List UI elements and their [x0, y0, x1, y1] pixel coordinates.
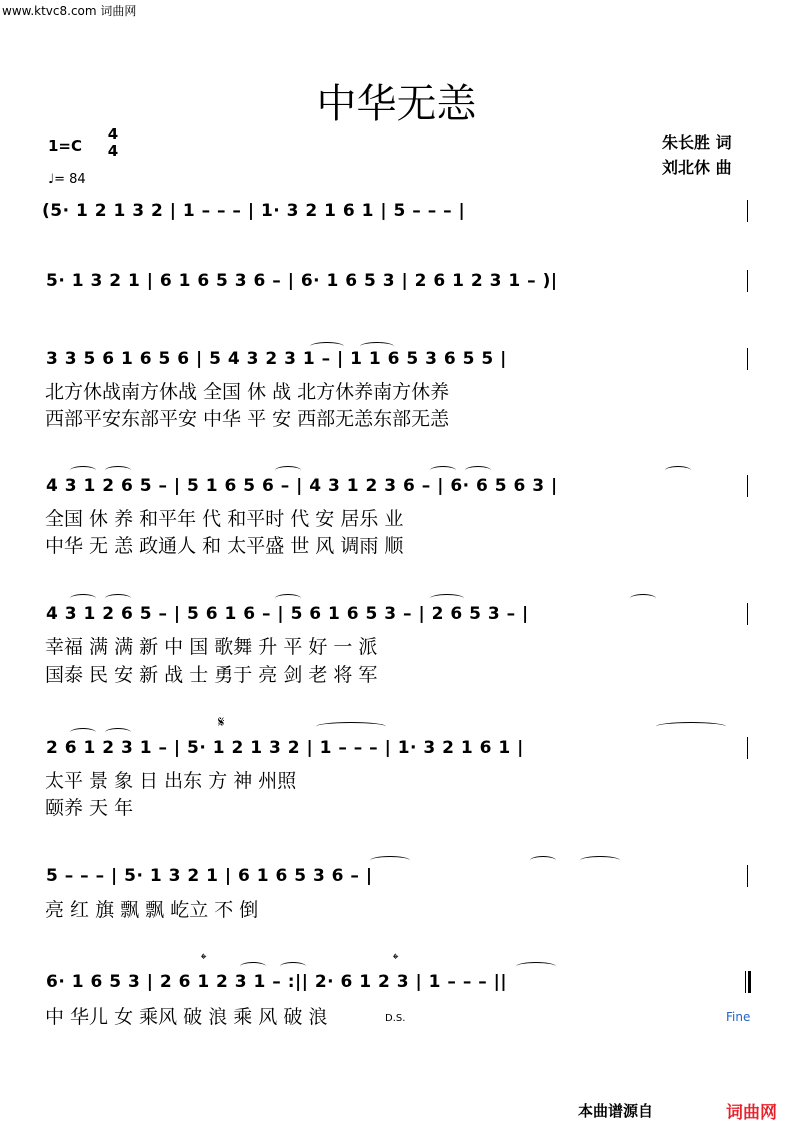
slur-mark — [70, 728, 96, 737]
notation-line-3: 3 3 5 6 1 6 5 6 | 5 4 3 2 3 1 – | 1 1 6 5 3 6 5 5 | — [46, 349, 507, 369]
slur-mark — [280, 962, 306, 971]
lyric-line-4a: 全国 休 养 和平年 代 和平时 代 安 居乐 业 — [45, 508, 404, 530]
notation-line-4: 4 3 1 2 6 5 – | 5 1 6 5 6 – | 4 3 1 2 3 6 – | 6· 6 5 6 3 | — [46, 476, 558, 496]
site-watermark: www.ktvc8.com 词曲网 — [2, 4, 137, 18]
source-footer: 本曲谱源自 — [578, 1102, 654, 1120]
barline — [747, 200, 748, 222]
lyric-line-8a: 中 华儿 女 乘风 破 浪 乘 风 破 浪 — [45, 1006, 328, 1028]
slur-mark — [516, 962, 556, 971]
lyric-line-3a: 北方休战南方休战 全国 休 战 北方休养南方休养 — [45, 381, 450, 403]
final-barline-thick — [748, 971, 751, 993]
notation-line-2: 5· 1 3 2 1 | 6 1 6 5 3 6 – | 6· 1 6 5 3 | 2 6 1 2 3 1 – )| — [46, 271, 558, 291]
slur-mark — [530, 856, 556, 865]
slur-mark — [275, 466, 301, 475]
slur-mark — [105, 594, 131, 603]
tempo-marking: ♩= 84 — [48, 172, 86, 187]
slur-mark — [430, 594, 464, 603]
fine-mark: Fine — [726, 1010, 751, 1024]
barline — [747, 270, 748, 292]
slur-mark — [70, 466, 96, 475]
lyric-line-5b: 国泰 民 安 新 战 士 勇于 亮 剑 老 将 军 — [45, 664, 378, 686]
slur-mark — [430, 466, 456, 475]
slur-mark — [465, 466, 491, 475]
slur-mark — [656, 722, 726, 731]
meter-top: 4 — [107, 125, 119, 143]
lyric-line-4b: 中华 无 恙 政通人 和 太平盛 世 风 调雨 顺 — [45, 535, 404, 557]
slur-mark — [665, 466, 691, 475]
lyric-line-6a: 太平 景 象 日 出东 方 神 州照 — [45, 770, 297, 792]
lyricist-credit: 朱长胜 词 — [662, 133, 732, 152]
coda-sign-2: 𝄌 — [393, 950, 399, 968]
final-barline-thin — [745, 971, 746, 993]
composer-credit: 刘北休 曲 — [662, 158, 732, 177]
notation-line-7: 5 – – – | 5· 1 3 2 1 | 6 1 6 5 3 6 – | — [46, 866, 373, 886]
brand-logo: 词曲网 — [726, 1103, 777, 1123]
slur-mark — [630, 594, 656, 603]
notation-line-6: 2 6 1 2 3 1 – | 5· 1 2 1 3 2 | 1 – – – | 1· 3 2 1 6 1 | — [46, 738, 524, 758]
barline — [747, 737, 748, 759]
time-signature — [106, 126, 120, 160]
key-signature: 1=C — [48, 137, 83, 155]
slur-mark — [70, 594, 96, 603]
barline — [747, 348, 748, 370]
slur-mark — [370, 856, 410, 865]
barline — [747, 475, 748, 497]
slur-mark — [105, 728, 131, 737]
barline — [747, 603, 748, 625]
slur-mark — [316, 722, 386, 731]
coda-sign-1: 𝄌 — [201, 950, 207, 968]
slur-mark — [580, 856, 620, 865]
slur-mark — [105, 466, 131, 475]
slur-mark — [360, 342, 394, 351]
song-title: 中华无恙 — [316, 81, 477, 127]
lyric-line-3b: 西部平安东部平安 中华 平 安 西部无恙东部无恙 — [45, 408, 450, 430]
segno-sign: 𝄋 — [218, 713, 225, 731]
dal-segno-mark: D.S. — [385, 1013, 406, 1024]
barline — [747, 865, 748, 887]
slur-mark — [240, 962, 266, 971]
lyric-line-5a: 幸福 满 满 新 中 国 歌舞 升 平 好 一 派 — [45, 636, 378, 658]
slur-mark — [275, 594, 301, 603]
notation-line-5: 4 3 1 2 6 5 – | 5 6 1 6 – | 5 6 1 6 5 3 – | 2 6 5 3 – | — [46, 604, 529, 624]
notation-line-8: 6· 1 6 5 3 | 2 6 1 2 3 1 – :|| 2· 6 1 2 3 | 1 – – – || — [46, 972, 508, 992]
meter-bottom: 4 — [107, 142, 119, 160]
lyric-line-7a: 亮 红 旗 飘 飘 屹立 不 倒 — [45, 899, 259, 921]
notation-line-1: (5· 1 2 1 3 2 | 1 – – – | 1· 3 2 1 6 1 | 5 – – – | — [42, 201, 466, 221]
lyric-line-6b: 颐养 天 年 — [45, 797, 134, 819]
slur-mark — [310, 342, 344, 351]
